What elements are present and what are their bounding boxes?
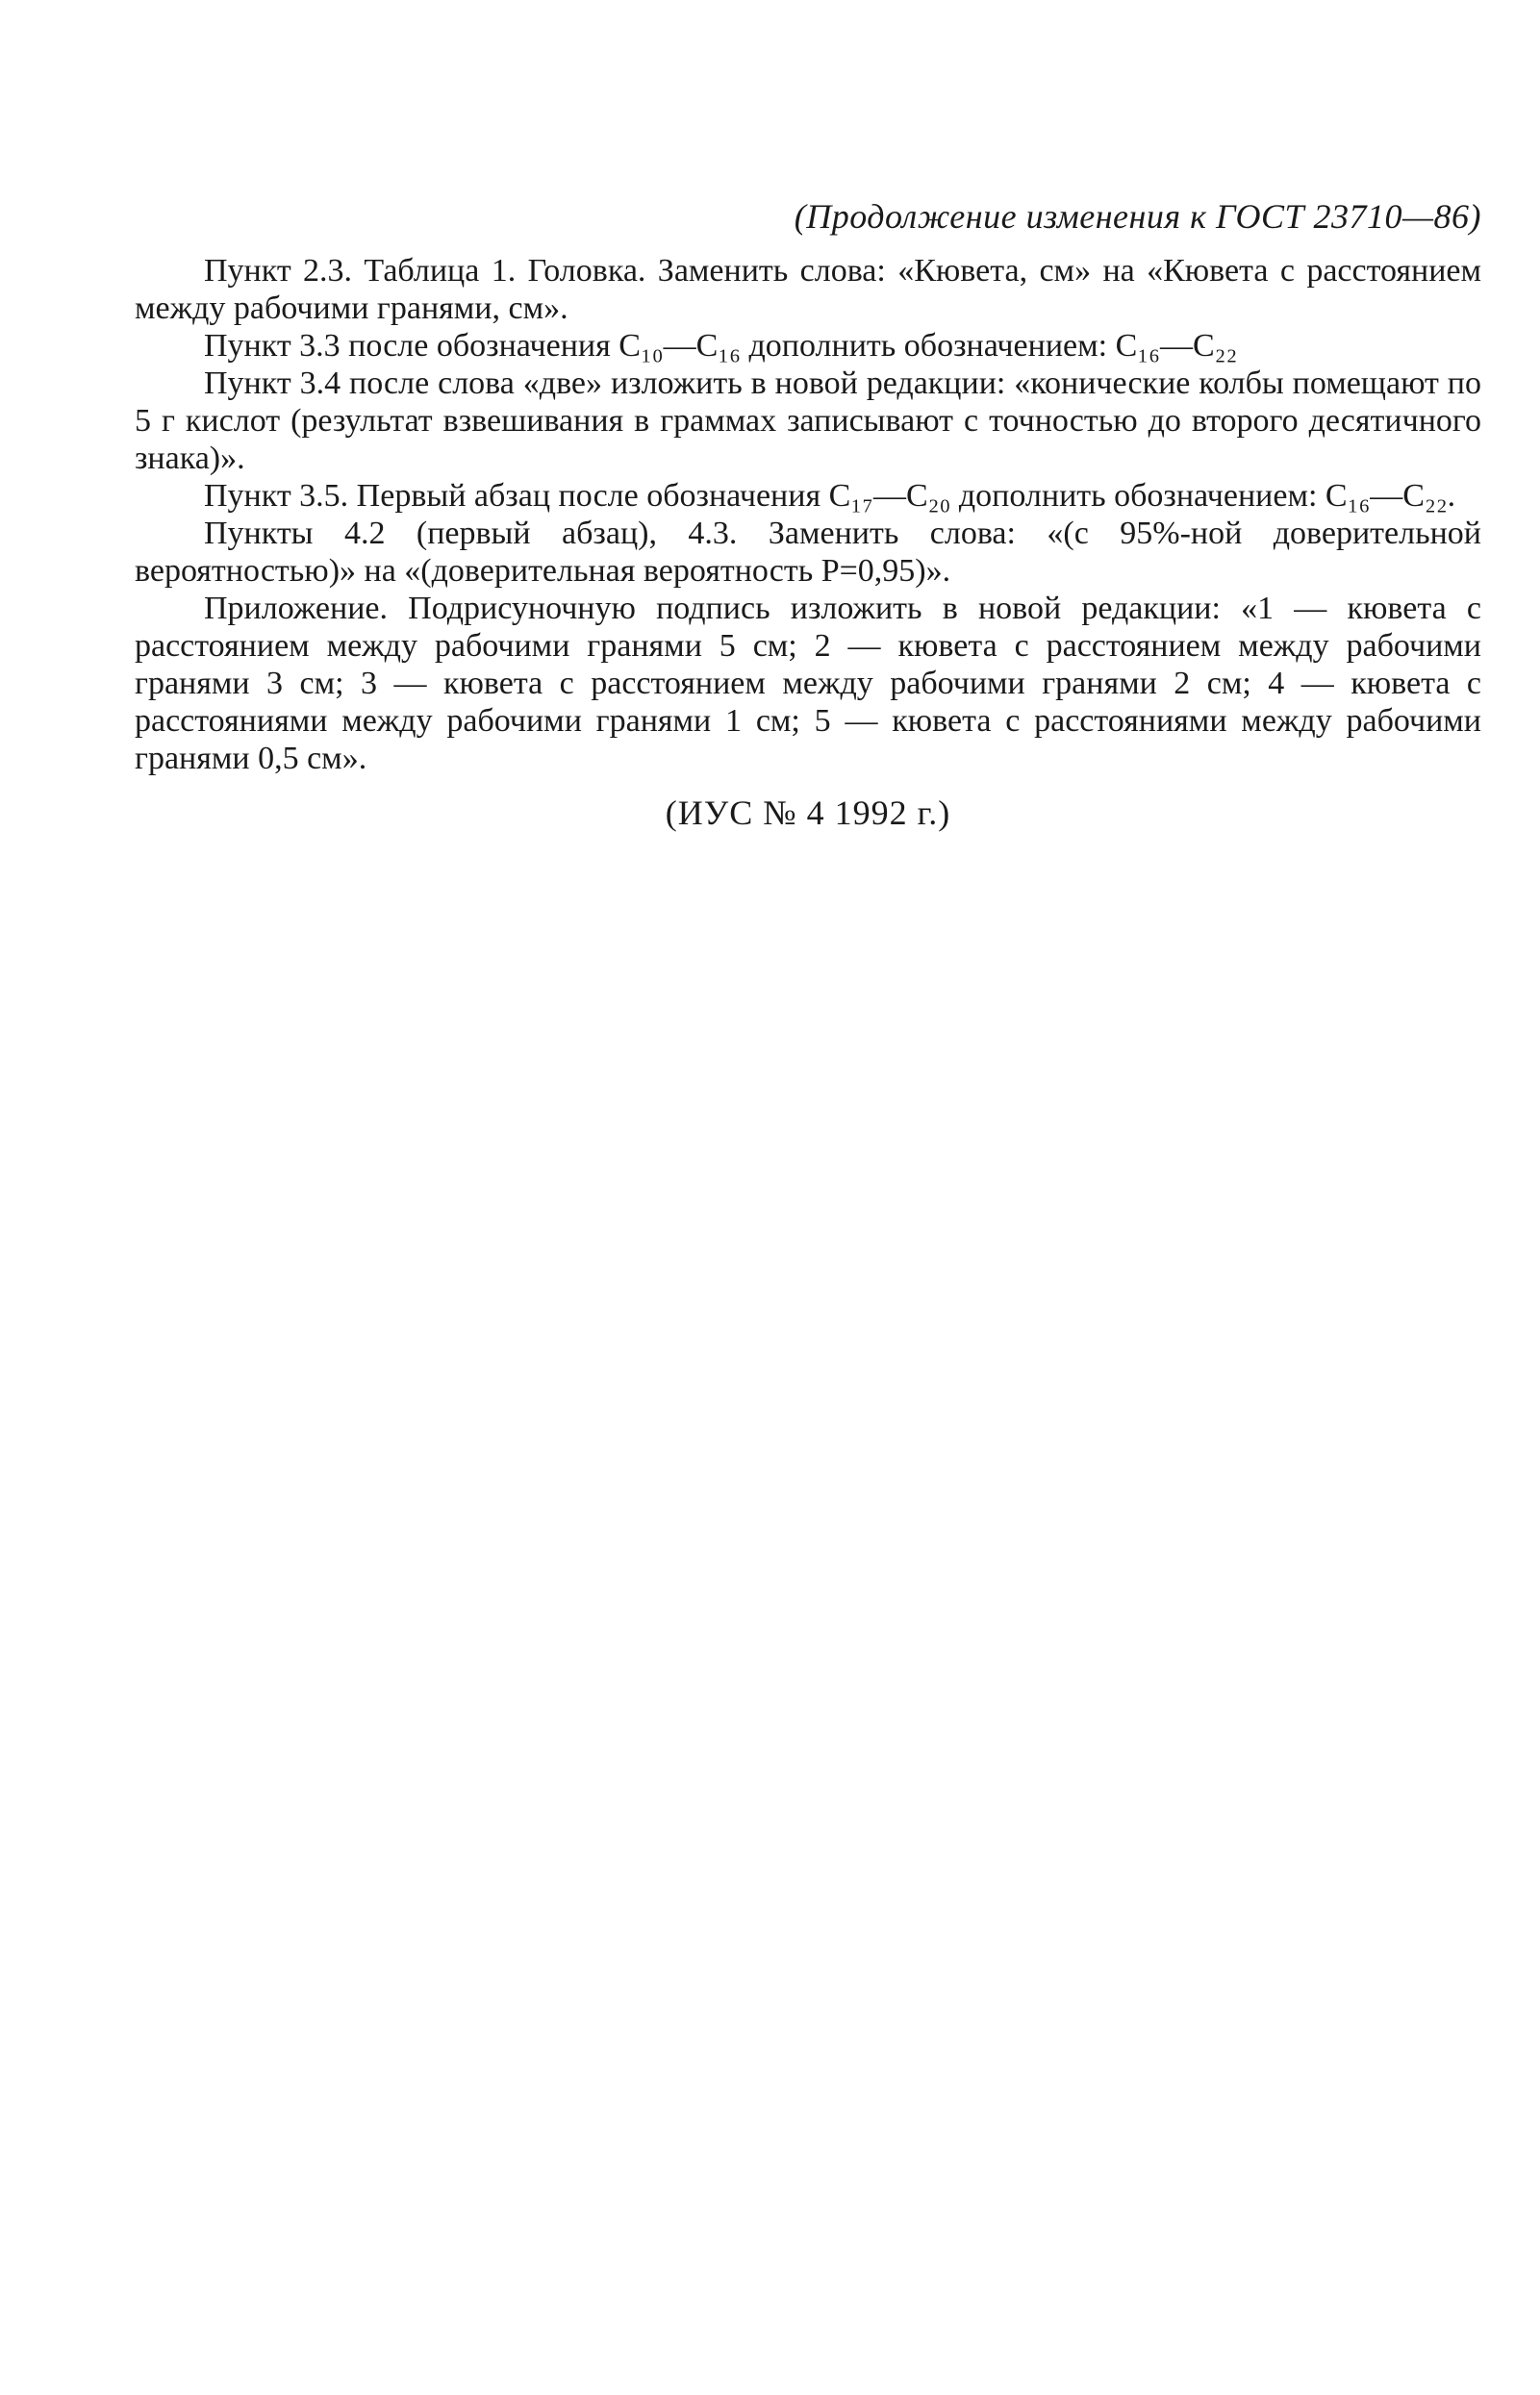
paragraph-item-2-3: Пункт 2.3. Таблица 1. Головка. Заменить слова: «Кювета, см» на «Кювета с расстоянием между рабочими гранями, см». xyxy=(135,253,1481,326)
paragraph-item-3-4: Пункт 3.4 после слова «две» изложить в новой редакции: «конические колбы помещают по 5 г кислот (результат взвешивания в граммах записывают с точностью до второго десятичного знака)». xyxy=(135,366,1481,476)
paragraph-item-3-3: Пункт 3.3 после обозначения C₁₀—C₁₆ дополнить обозначением: C₁₆—C₂₂ xyxy=(204,328,1238,364)
paragraph-item-3-5: Пункт 3.5. Первый абзац после обозначения C₁₇—C₂₀ дополнить обозначением: C₁₆—C₂₂. xyxy=(204,478,1456,514)
document-body xyxy=(135,252,1481,777)
paragraph-appendix: Приложение. Подрисуночную подпись изложить в новой редакции: «1 — кювета с расстоянием между рабочими гранями 5 см; 2 — кювета с расстоянием между рабочими гранями 3 см; 3 — кювета с расстоянием между рабочими гранями 2 см; 4 — кювета с расстояниями между рабочими гранями 1 см; 5 — кювета с расстояниями между рабочими гранями 0,5 см». xyxy=(135,591,1481,776)
paragraph-items-4-2-4-3: Пункты 4.2 (первый абзац), 4.3. Заменить слова: «(с 95%-ной доверительной вероятностью)» на «(доверительная вероятность P=0,95)». xyxy=(135,516,1481,589)
source-reference: (ИУС № 4 1992 г.) xyxy=(665,794,951,832)
page-header: (Продолжение изменения к ГОСТ 23710—86) xyxy=(794,197,1481,236)
